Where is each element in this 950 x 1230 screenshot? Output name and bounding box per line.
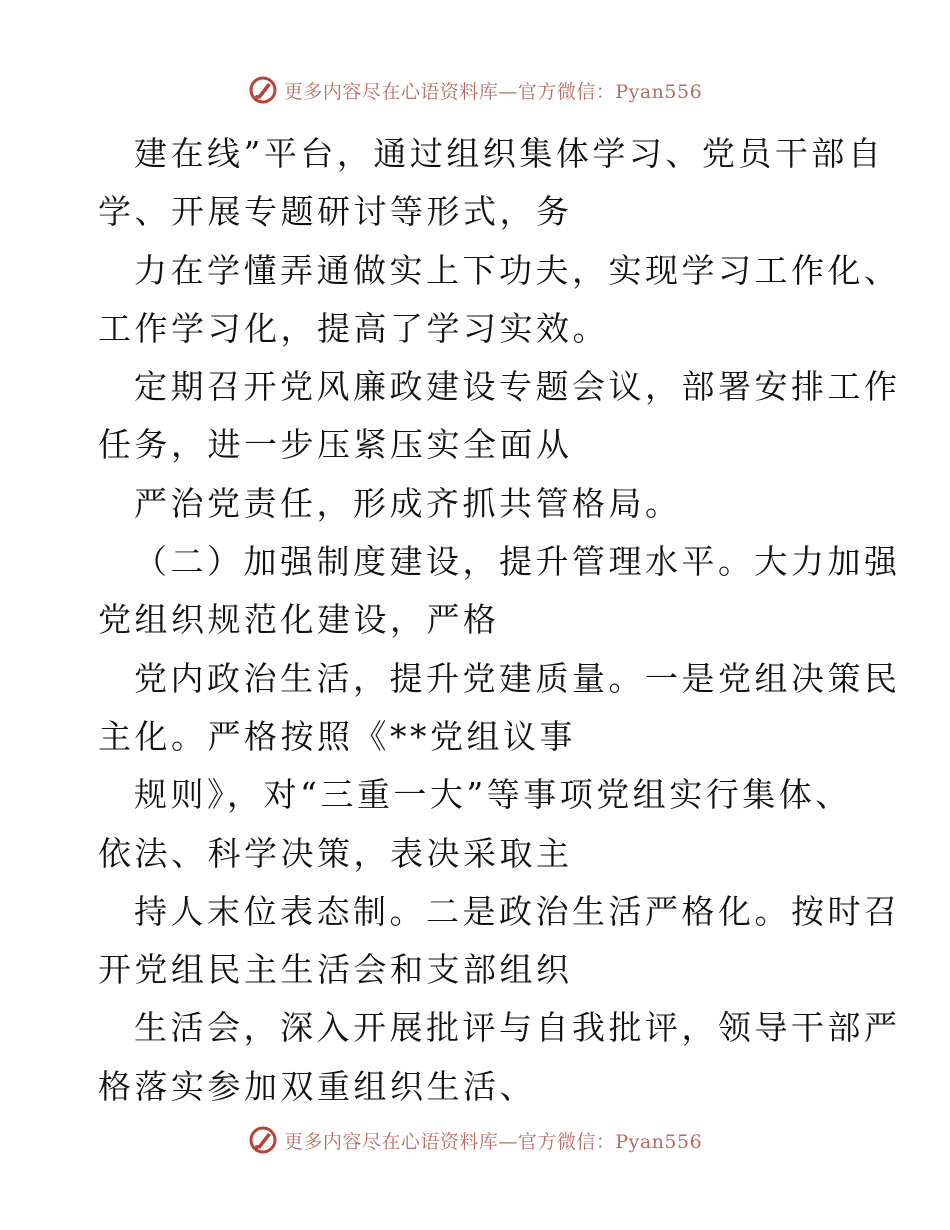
quill-seal-icon [248, 1125, 278, 1155]
paragraph-line: 党内政治生活，提升党建质量。一是党组决策民 [134, 658, 901, 698]
paragraph-line: 党组织规范化建设，严格 [98, 600, 500, 640]
paragraph-line: 持人末位表态制。二是政治生活严格化。按时召 [134, 891, 901, 931]
paragraph-line: 主化。严格按照《**党组议事 [98, 716, 576, 756]
footer-banner-text: 更多内容尽在心语资料库—官方微信：Pyan556 [283, 1130, 703, 1153]
header-banner-text: 更多内容尽在心语资料库—官方微信：Pyan556 [283, 80, 703, 103]
paragraph-line: 工作学习化，提高了学习实效。 [98, 308, 609, 348]
paragraph-line: 学、开展专题研讨等形式，务 [98, 192, 573, 232]
paragraph-line: 开党组民主生活会和支部组织 [98, 950, 573, 990]
paragraph-line: 建在线”平台，通过组织集体学习、党员干部自 [134, 134, 885, 173]
paragraph-line: 定期召开党风廉政建设专题会议，部署安排工作 [134, 367, 901, 407]
quill-seal-icon [248, 75, 278, 105]
paragraph-line: 任务，进一步压紧压实全面从 [98, 425, 573, 465]
paragraph-line: 规则》，对“三重一大”等事项党组实行集体、 [134, 775, 852, 815]
paragraph-line: （二）加强制度建设，提升管理水平。大力加强 [134, 542, 901, 582]
paragraph-line: 生活会，深入开展批评与自我批评，领导干部严 [134, 1008, 901, 1048]
paragraph-line: 依法、科学决策，表决采取主 [98, 833, 573, 873]
document-body [98, 125, 901, 1116]
paragraph-line: 力在学懂弄通做实上下功夫，实现学习工作化、 [134, 250, 901, 290]
paragraph-line: 格落实参加双重组织生活、 [98, 1066, 536, 1106]
header-banner [0, 70, 950, 110]
footer-banner [0, 1120, 950, 1160]
paragraph-line: 严治党责任，形成齐抓共管格局。 [134, 483, 682, 523]
